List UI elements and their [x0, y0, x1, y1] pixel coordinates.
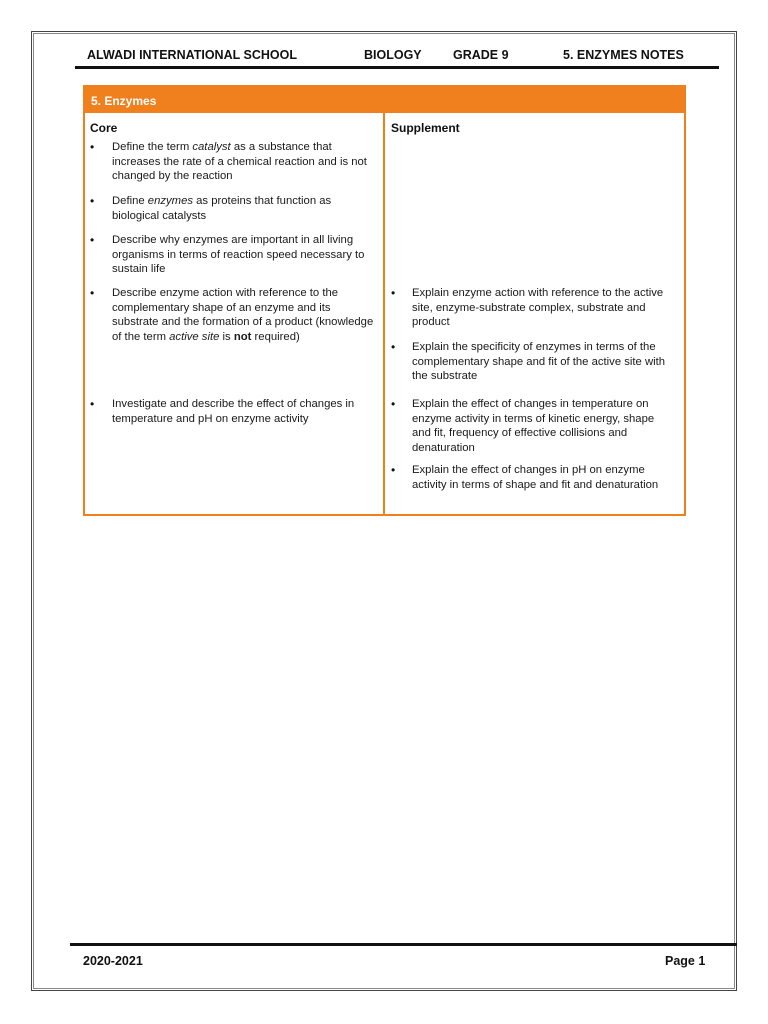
core-item-4: Describe enzyme action with reference to the complementary shape of an enzyme and its substrate and the formation of a product (knowledge of the term active site is not required) — [112, 287, 374, 343]
footer-rule — [70, 943, 737, 946]
bullet-icon: • — [90, 286, 95, 300]
grade-label: GRADE 9 — [453, 48, 509, 62]
supplement-item-4: Explain the effect of changes in pH on enzyme activity in terms of shape and fit and denaturation — [412, 464, 659, 491]
page-header — [87, 48, 717, 66]
core-item-3: Describe why enzymes are important in all living organisms in terms of reaction speed necessary to sustain life — [112, 234, 365, 276]
supplement-item-3: Explain the effect of changes in temperature on enzyme activity in terms of kinetic energy, shape and fit, frequency of effective collisions and denaturation — [412, 398, 655, 454]
core-heading: Core — [90, 121, 118, 135]
supplement-heading: Supplement — [391, 121, 460, 135]
bullet-icon: • — [391, 286, 396, 300]
supplement-item-1: Explain enzyme action with reference to the active site, enzyme-substrate complex, substrate and product — [412, 287, 664, 329]
footer-year: 2020-2021 — [83, 954, 143, 968]
supplement-item-2: Explain the specificity of enzymes in terms of the complementary shape and fit of the active site with the substrate — [412, 341, 666, 383]
school-name: ALWADI INTERNATIONAL SCHOOL — [87, 48, 297, 62]
footer-page-number: Page 1 — [665, 954, 706, 968]
core-item-5: Investigate and describe the effect of changes in temperature and pH on enzyme activity — [112, 398, 355, 425]
bullet-icon: • — [90, 140, 95, 154]
core-item-1: Define the term catalyst as a substance that increases the rate of a chemical reaction and is not changed by the reaction — [112, 141, 367, 183]
syllabus-table — [83, 85, 686, 516]
header-rule — [75, 66, 719, 69]
bullet-icon: • — [90, 194, 95, 208]
column-divider — [383, 113, 385, 514]
section-title: 5. Enzymes — [85, 87, 684, 113]
bullet-icon: • — [90, 397, 95, 411]
bullet-icon: • — [391, 463, 396, 477]
bullet-icon: • — [391, 340, 396, 354]
subject-label: BIOLOGY — [364, 48, 422, 62]
core-item-2: Define enzymes as proteins that function as biological catalysts — [112, 195, 332, 222]
notes-title: 5. ENZYMES NOTES — [563, 48, 684, 62]
bullet-icon: • — [90, 233, 95, 247]
bullet-icon: • — [391, 397, 396, 411]
